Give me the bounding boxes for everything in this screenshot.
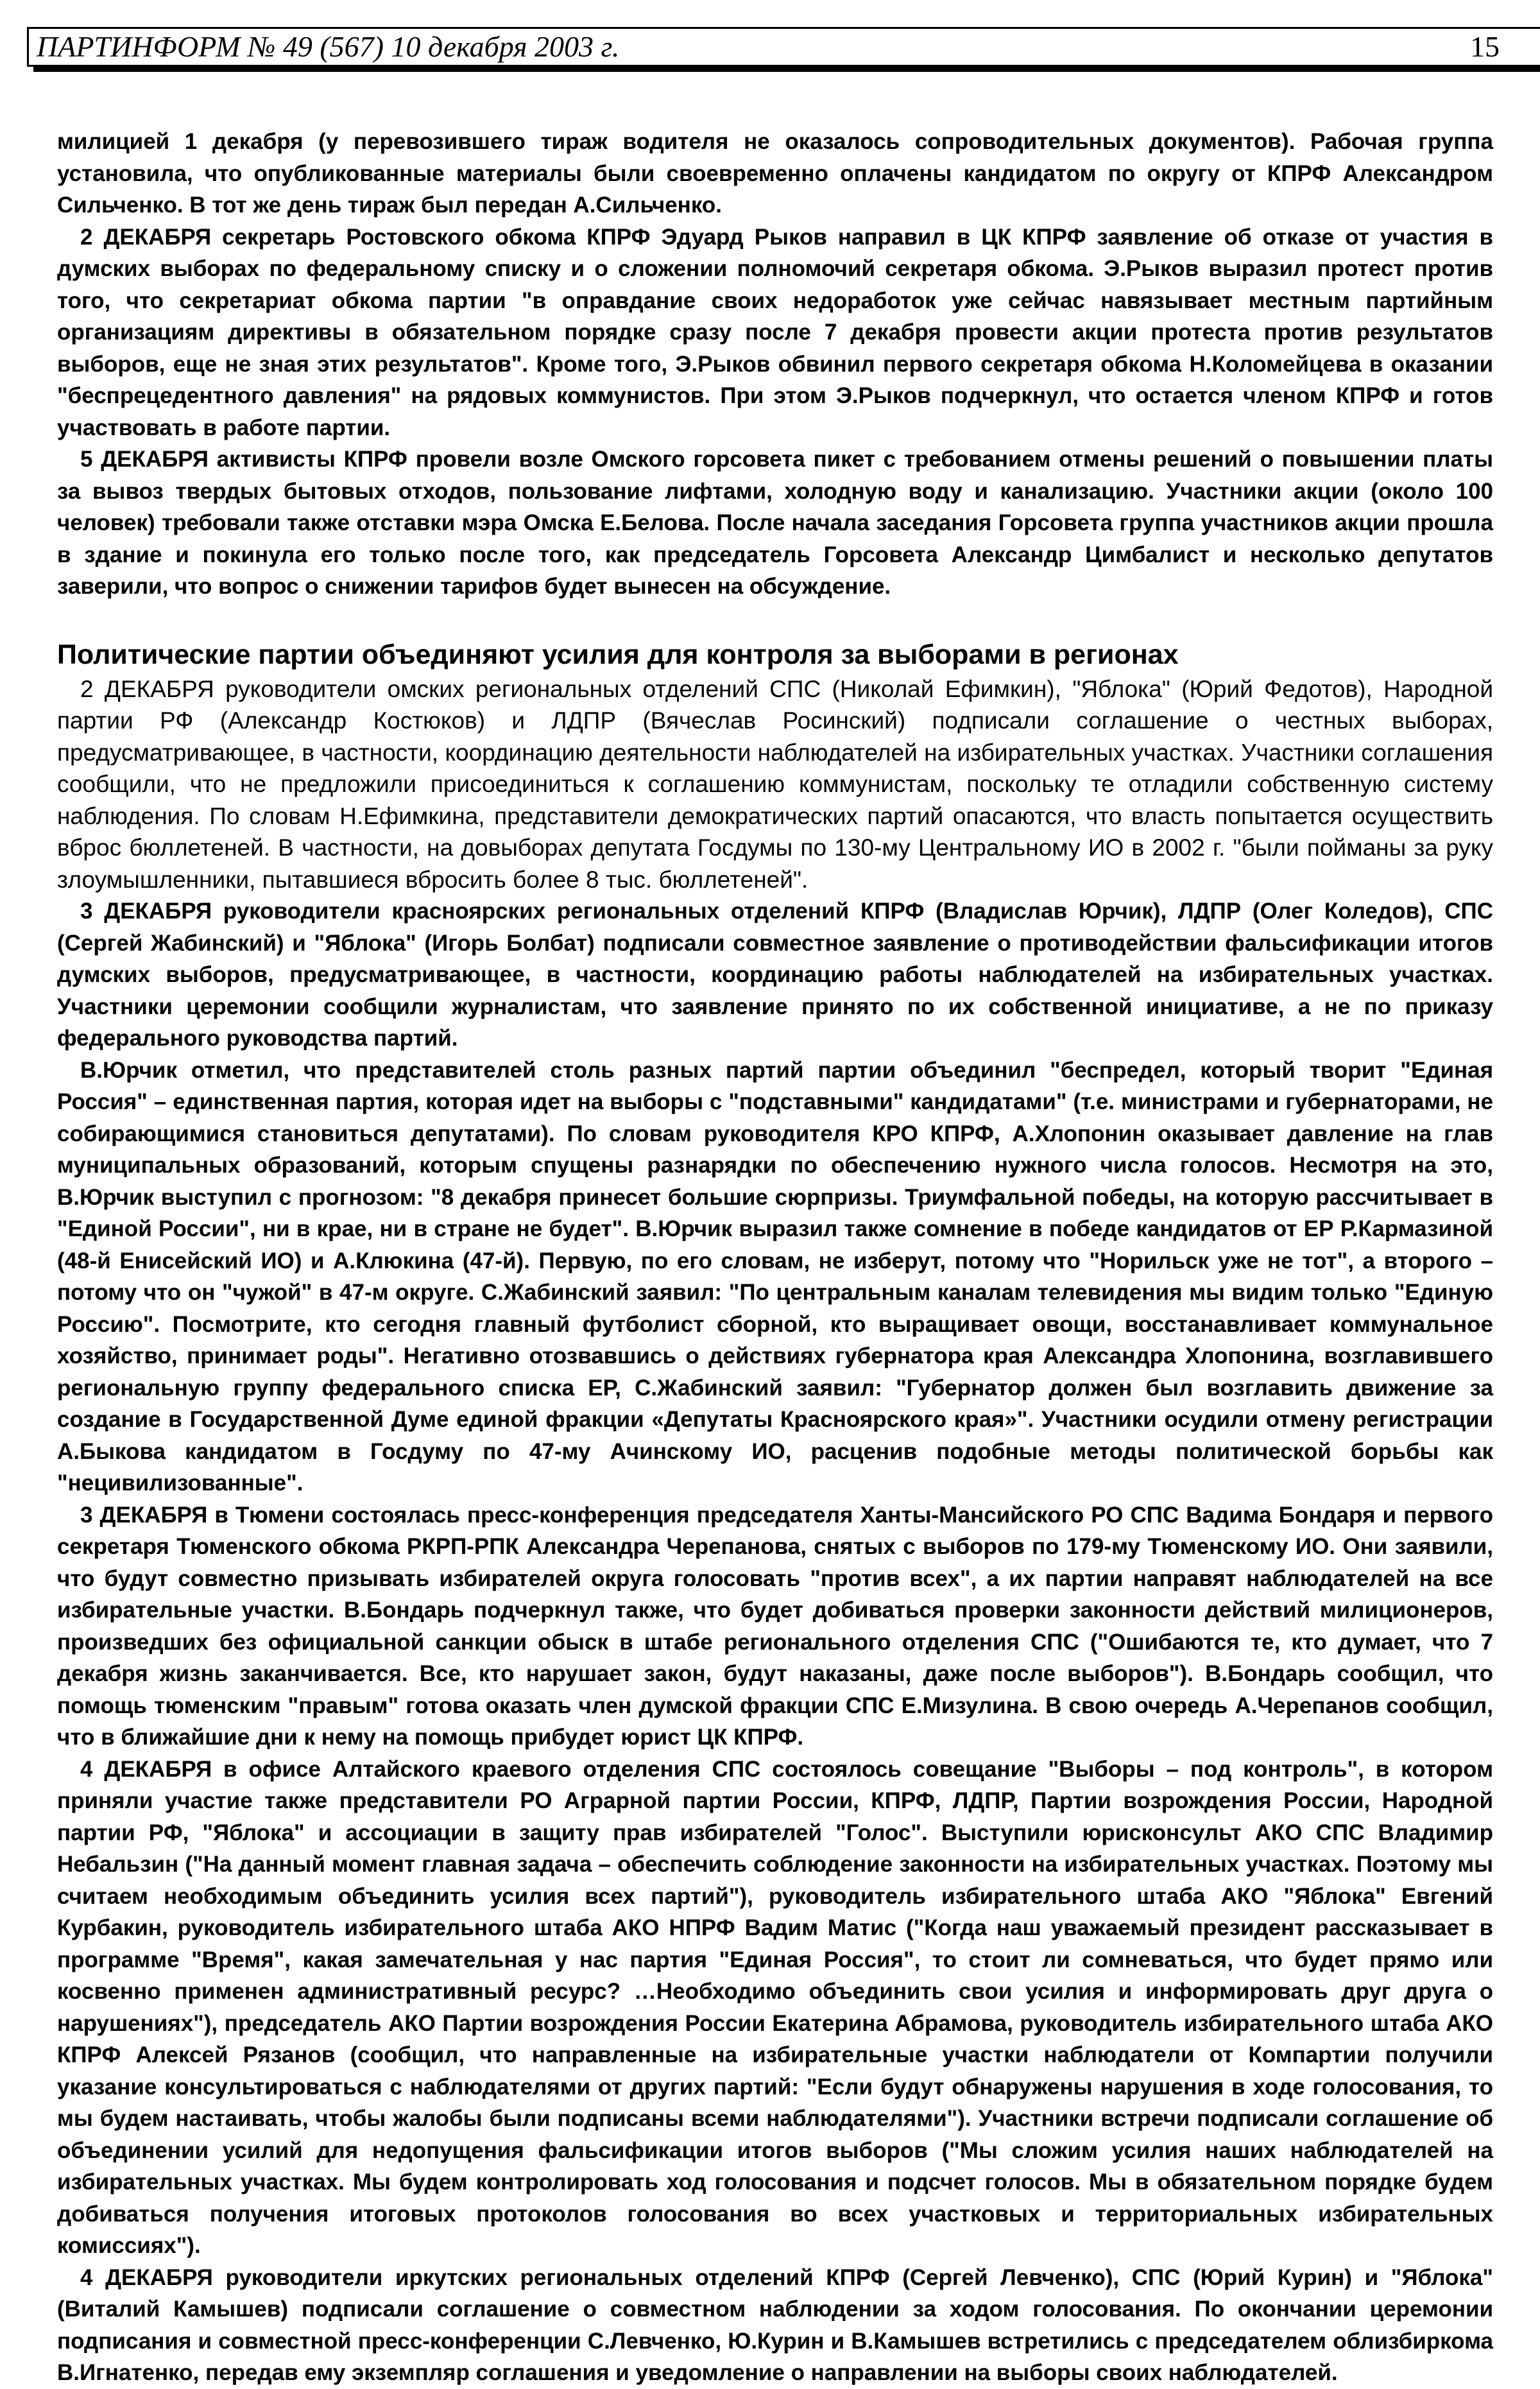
paragraph: 5 ДЕКАБРЯ активисты КПРФ провели возле Омского горсовета пикет с требованием отмены решений о повышении платы за вывоз твердых бытовых отходов, пользование лифтами, холодную воду и канализацию. Участники акции (около 100 человек) требовали также отставки мэра Омска Е.Белова. После начала заседания Горсовета группа участников акции прошла в здание и покинула его только после того, как председатель Горсовета Александр Цимбалист и несколько депутатов заверили, что вопрос о снижении тарифов будет вынесен на обсуждение.: [57, 447, 1493, 599]
page-number: 15: [1470, 30, 1500, 63]
lead-paragraph: 2 ДЕКАБРЯ руководители омских региональных отделений СПС (Николай Ефимкин), "Яблока" (Юрий Федотов), Народной партии РФ (Александр Костюков) и ЛДПР (Вячеслав Росинский) подписали соглашение о честных выборах, предусматривающее, в частности, координацию деятельности наблюдателей на избирательных участках. Участники соглашения сообщили, что не предложили присоединиться к соглашению коммунистам, поскольку те отладили собственную систему наблюдения. По словам Н.Ефимкина, представители демократических партий опасаются, что власть попытается осуществить вброс бюллетеней. В частности, на довыборах депутата Госдумы по 130-му Центральному ИО в 2002 г. "были пойманы за руку злоумышленники, пытавшиеся вбросить более 8 тыс. бюллетеней".: [57, 675, 1493, 893]
page-header: [27, 27, 1540, 67]
section-heading: Политические партии объединяют усилия для контроля за выборами в регионах: [57, 639, 1179, 670]
paragraph: 3 ДЕКАБРЯ в Тюмени состоялась пресс-конференция председателя Ханты-Мансийского РО СПС Вадима Бондаря и первого секретаря Тюменского обкома РКРП-РПК Александра Черепанова, снятых с выборов по 179-му Тюменскому ИО. Они заявили, что будут совместно призывать избирателей округа голосовать "против всех", а их партии направят наблюдателей на все избирательные участки. В.Бондарь подчеркнул также, что будет добиваться проверки законности действий милиционеров, произведших без официальной санкции обыск в штабе регионального отделения СПС ("Ошибаются те, кто думает, что 7 декабря жизнь заканчивается. Все, кто нарушает закон, будут наказаны, даже после выборов"). В.Бондарь сообщил, что помощь тюменским "правым" готова оказать член думской фракции СПС Е.Мизулина. В свою очередь А.Черепанов сообщил, что в ближайшие дни к нему на помощь прибудет юрист ЦК КПРФ.: [57, 1502, 1493, 1750]
publication-title: ПАРТИНФОРМ № 49 (567) 10 декабря 2003 г.: [37, 30, 620, 63]
paragraph: 3 ДЕКАБРЯ руководители красноярских региональных отделений КПРФ (Владислав Юрчик), ЛДПР (Олег Коледов), СПС (Сергей Жабинский) и "Яблока" (Игорь Болбат) подписали совместное заявление о противодействии фальсификации итогов думских выборов, предусматривающее, в частности, координацию работы наблюдателей на избирательных участках. Участники церемонии сообщили журналистам, что заявление принято по их собственной инициативе, а не по приказу федерального руководства партий.: [57, 899, 1493, 1051]
paragraph: 4 ДЕКАБРЯ руководители иркутских региональных отделений КПРФ (Сергей Левченко), СПС (Юрий Курин) и "Яблока" (Виталий Камышев) подписали соглашение о совместном наблюдении за ходом голосования. По окончании церемонии подписания и совместной пресс-конференции С.Левченко, Ю.Курин и В.Камышев встретились с председателем облизбиркома В.Игнатенко, передав ему экземпляр соглашения и уведомление о направлении на выборы своих наблюдателей.: [57, 2264, 1493, 2385]
paragraph: 2 ДЕКАБРЯ секретарь Ростовского обкома КПРФ Эдуард Рыков направил в ЦК КПРФ заявление об отказе от участия в думских выборах по федеральному списку и о сложении полномочий секретаря обкома. Э.Рыков выразил протест против того, что секретариат обкома партии "в оправдание своих недоработок уже сейчас навязывает местным партийным организациям директивы в обязательном порядке сразу после 7 декабря провести акции протеста против результатов выборов, еще не зная этих результатов". Кроме того, Э.Рыков обвинил первого секретаря обкома Н.Коломейцева в оказании "беспрецедентного давления" на рядовых коммунистов. При этом Э.Рыков подчеркнул, что остается членом КПРФ и готов участвовать в работе партии.: [57, 224, 1493, 440]
paragraph: милицией 1 декабря (у перевозившего тираж водителя не оказалось сопроводительных документов). Рабочая группа установила, что опубликованные материалы были своевременно оплачены кандидатом по округу от КПРФ Александром Сильченко. В тот же день тираж был передан А.Сильченко.: [57, 129, 1493, 218]
paragraph: 4 ДЕКАБРЯ в офисе Алтайского краевого отделения СПС состоялось совещание "Выборы – под контроль", в котором приняли участие также представители РО Аграрной партии России, КПРФ, ЛДПР, Партии возрождения России, Народной партии РФ, "Яблока" и ассоциации в защиту прав избирателей "Голос". Выступили юрисконсульт АКО СПС Владимир Небальзин ("На данный момент главная задача – обеспечить соблюдение законности на избирательных участках. Поэтому мы считаем необходимым объединить усилия всех партий"), руководитель избирательного штаба АКО "Яблока" Евгений Курбакин, руководитель избирательного штаба АКО НПРФ Вадим Матис ("Когда наш уважаемый президент рассказывает в программе "Время", какая замечательная у нас партия "Единая Россия", то стоит ли сомневаться, что будет прямо или косвенно применен административный ресурс? …Необходимо объединить свои усилия и информировать друг друга о нарушениях"), председатель АКО Партии возрождения России Екатерина Абрамова, руководитель избирательного штаба АКО КПРФ Алексей Рязанов (сообщил, что направленные на избирательные участки наблюдатели от Компартии получили указание консультироваться с наблюдателями от других партий: "Если будут обнаружены нарушения в ходе голосования, то мы будем настаивать, чтобы жалобы были подписаны всеми наблюдателями"). Участники встречи подписали соглашение об объединении усилий для недопущения фальсификации итогов выборов ("Мы сложим усилия наших наблюдателей на избирательных участках. Мы будем контролировать ход голосования и подсчет голосов. Мы в обязательном порядке будем добиваться получения итоговых протоколов голосования во всех участковых и территориальных избирательных комиссиях").: [57, 1756, 1493, 2258]
paragraph: В.Юрчик отметил, что представителей столь разных партий партии объединил "беспредел, который творит "Единая Россия" – единственная партия, которая идет на выборы с "подставными" кандидатами" (т.е. министрами и губернаторами, не собирающимися становиться депутатами). По словам руководителя КРО КПРФ, А.Хлопонин оказывает давление на глав муниципальных образований, которым спущены разнарядки по обеспечению нужного числа голосов. Несмотря на это, В.Юрчик выступил с прогнозом: "8 декабря принесет большие сюрпризы. Триумфальной победы, на которую рассчитывает в "Единой России", ни в крае, ни в стране не будет". В.Юрчик выразил также сомнение в победе кандидатов от ЕР Р.Кармазиной (48-й Енисейский ИО) и А.Клюкина (47-й). Первую, по его словам, не изберут, потому что "Норильск уже не тот", а второго – потому что он "чужой" в 47-м округе. С.Жабинский заявил: "По центральным каналам телевидения мы видим только "Единую Россию". Посмотрите, кто сегодня главный футболист сборной, кто выращивает овощи, восстанавливает коммунальное хозяйство, принимает роды". Негативно отозвавшись о действиях губернатора края Александра Хлопонина, возглавившего региональную группу федерального списка ЕР, С.Жабинский заявил: "Губернатор должен был возглавить движение за создание в Государственной Думе единой фракции «Депутаты Красноярского края»". Участники осудили отмену регистрации А.Быкова кандидатом в Госдуму по 47-му Ачинскому ИО, расценив подобные методы политической борьбы как "нецивилизованные".: [57, 1057, 1493, 1496]
article-body: [57, 126, 1493, 2389]
